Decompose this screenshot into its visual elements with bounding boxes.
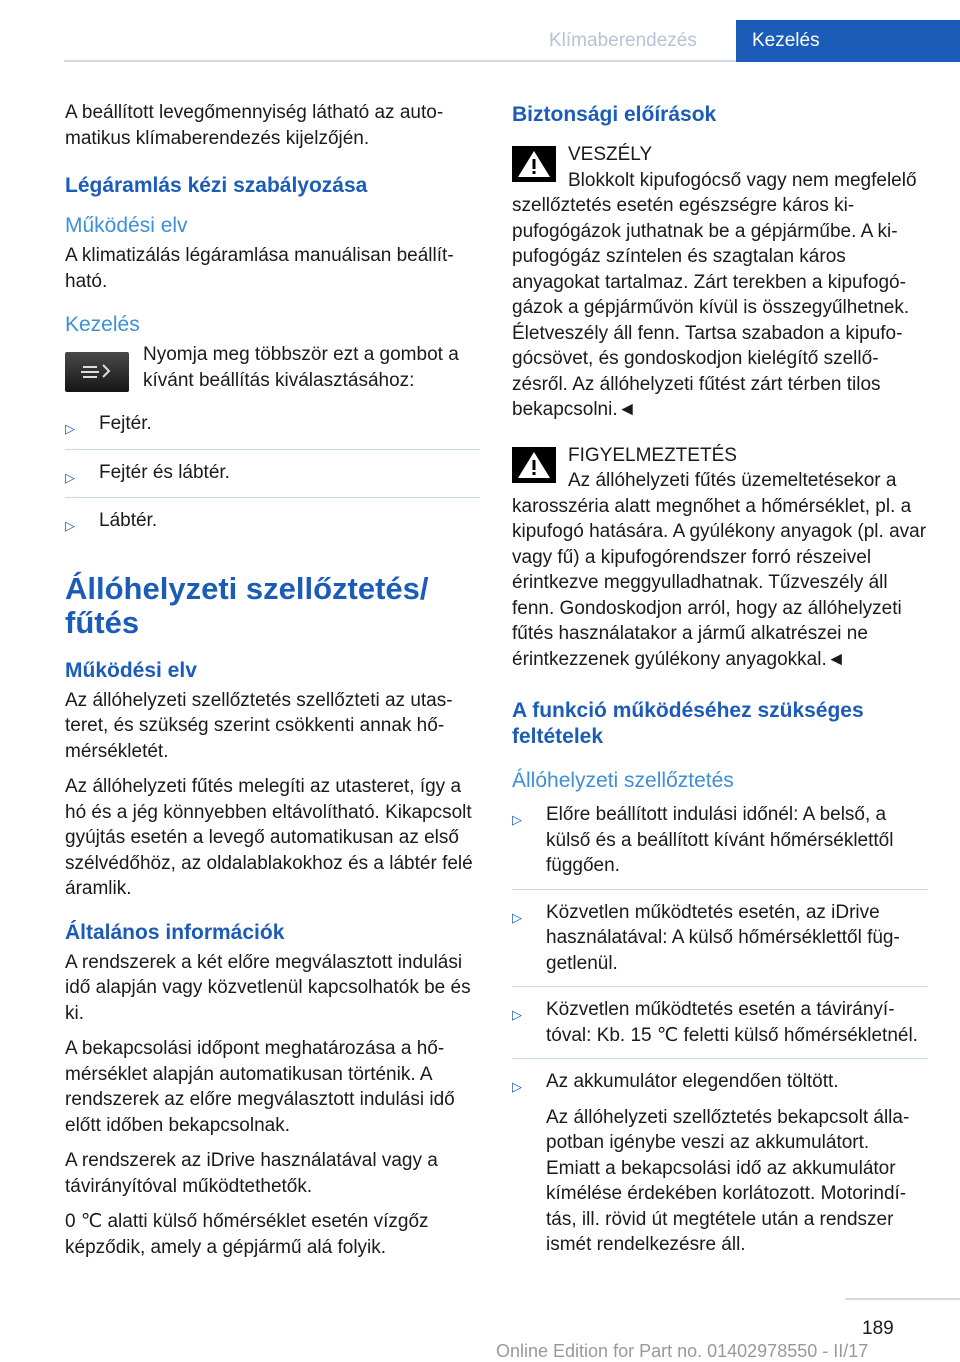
triangle-bullet-icon: ▷ [65, 518, 75, 533]
operation-paragraph: Nyomja meg többször ezt a gombot a kívánt beállítás kiválasztásához: [143, 344, 459, 391]
header-section-title: Klímaberendezés [549, 30, 697, 51]
general-paragraph-1: A rendszerek a két előre megválasztott indulási idő alapján vagy közvetlenül kapcsolhatók be és ki. [65, 951, 471, 1024]
heading-parking-vent: Állóhelyzeti szellőztetés [512, 769, 734, 792]
heading-principle: Működési elv [65, 214, 188, 237]
footer-edition: Online Edition for Part no. 01402978550 - II/17 [496, 1341, 869, 1361]
triangle-bullet-icon: ▷ [512, 909, 522, 925]
heading-operation: Kezelés [65, 313, 140, 336]
heading-principle-2: Működési elv [65, 658, 197, 682]
list-item: ▷ Előre beállított indulási időnél: A belső, a külső és a beállított kívánt hőmérséklettől függően. [512, 802, 928, 890]
general-paragraph-2: A bekapcsolási időpont meghatározása a hőmérséklet alapján automatikusan történik. A rendszerek az előre megválasztott indulási idő előtt időben bekapcsolnak. [65, 1038, 455, 1136]
triangle-bullet-icon: ▷ [512, 812, 522, 827]
list-item: ▷ Lábtér. [65, 508, 480, 546]
list-item: ▷ Közvetlen működtetés esetén, az iDrive használatával: A külső hőmérséklettől függetlenül. [512, 900, 928, 988]
warning-triangle-icon [512, 447, 556, 483]
warning-text-caution: Az állóhelyzeti fűtés üzemeltetésekor a karosszéria alatt megnőhet a hőmérséklet, pl. a kipufogó hatására. A gyúlékony anyagok (pl. avar vagy fű) a kipufogórendszer forró részeivel érintkezve meggyulladhatnak. Tűzveszély áll fenn. Gondoskodjon arról, hogy az állóhelyzeti fűtés használatakor a jármű alkatrészei ne érintkezzenek gyúlékony anyagokkal.◄ [512, 470, 927, 670]
triangle-bullet-icon: ▷ [512, 1079, 522, 1094]
general-paragraph-3: A rendszerek az iDrive használatával vagy a távirányítóval működtethetők. [65, 1150, 438, 1197]
heading-manual-airflow: Légáramlás kézi szabályozása [65, 174, 368, 197]
triangle-bullet-icon: ▷ [65, 421, 75, 436]
airflow-button-icon [65, 352, 129, 392]
battery-note: Az állóhelyzeti szellőztetés bekapcsolt állapotban igénybe veszi az akkumulátort. Emiatt a bekapcsolási idő az akkumulátor kímélése érdekében korlátozott. Motorindítás, ill. rövid út megtétele után a rendszer ismét rendelkezésre áll. [546, 1106, 910, 1255]
list-item: ▷ Fejtér. [65, 411, 480, 450]
page-number: 189 [862, 1318, 894, 1339]
right-column [512, 100, 928, 1278]
warning-triangle-icon [512, 146, 556, 182]
warning-block-danger [512, 142, 928, 423]
warning-title-caution: FIGYELMEZTETÉS [568, 444, 737, 466]
list-item: ▷ Fejtér és lábtér. [65, 460, 480, 499]
principle2-paragraph-1: Az állóhelyzeti szellőztetés szellőzteti az utasteret, és szükség szerint csökkenti annak hőmérsékletét. [65, 689, 453, 762]
warning-text-danger: Blokkolt kipufogócső vagy nem megfelelő szellőztetés esetén egészségre káros kipufogógázok juthatnak be a gépjárműbe. A kipufogógáz színtelen és szagtalan káros anyagokat tartalmaz. Zárt terekben a kipufogógázok a gépjárművön kívül is összegyűlhetnek. Életveszély áll fenn. Tartsa szabadon a kipufogócsövet, és gondoskodjon kielégítő szellőzésről. Az állóhelyzeti fűtést zárt térben tilos bekapcsolni.◄ [512, 169, 917, 420]
list-item: ▷ Az akkumulátor elegendően töltött. Az állóhelyzeti szellőztetés bekapcsolt állapotban igénybe veszi az akkumulátort. Emiatt a bekapcsolási idő az akkumulátor kímélése érdekében korlátozott. Motorindítás, ill. rövid út megtétele után a rendszer ismét rendelkezésre áll. [512, 1069, 928, 1268]
intro-paragraph: A beállított levegőmennyiség látható az automatikus klímaberendezés kijelzőjén. [65, 102, 444, 149]
triangle-bullet-icon: ▷ [65, 469, 75, 485]
principle2-paragraph-2: Az állóhelyzeti fűtés melegíti az utasteret, így a hó és a jég könnyebben eltávolítható. Kikapcsolt gyújtás esetén a levegő automatikusan az első szélvédőhöz, az oldalablakokhoz és a lábtér felé áramlik. [65, 776, 473, 899]
left-column [65, 100, 480, 1270]
heading-general-info: Általános információk [65, 920, 285, 944]
header-chapter-tab: Kezelés [736, 20, 960, 62]
heading-requirements: A funkció működéséhez szükséges feltételek [512, 699, 864, 748]
list-item: ▷ Közvetlen működtetés esetén a távirányítóval: Kb. 15 ℃ feletti külső hőmérsékletnél. [512, 997, 928, 1059]
warning-block-caution [512, 443, 928, 673]
airflow-options-list [65, 411, 480, 546]
heading-parking-ventilation: Állóhelyzeti szellőztetés/ fűtés [65, 570, 429, 640]
warning-title-danger: VESZÉLY [568, 144, 653, 165]
triangle-bullet-icon: ▷ [512, 1007, 522, 1022]
heading-safety: Biztonsági előírások [512, 103, 717, 126]
requirements-list [512, 802, 928, 1268]
footer-rule [845, 1298, 960, 1300]
general-paragraph-4: 0 ℃ alatti külső hőmérséklet esetén vízgőz képződik, amely a gépjármű alá folyik. [65, 1211, 429, 1258]
principle-paragraph: A klimatizálás légáramlása manuálisan beállítható. [65, 245, 454, 292]
